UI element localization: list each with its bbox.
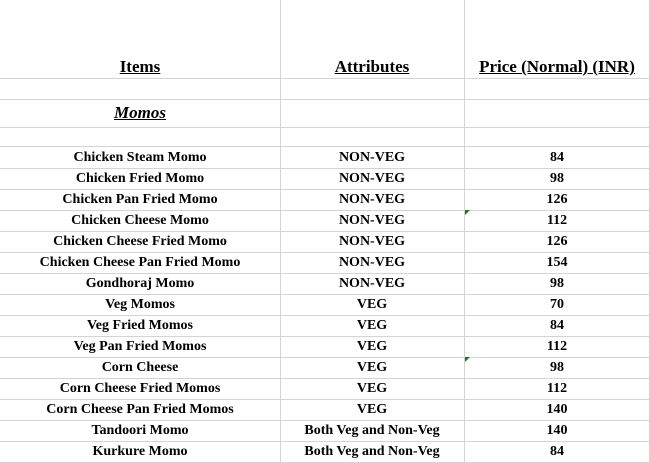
item-price-cell[interactable]: 98	[550, 170, 564, 186]
item-attribute-cell[interactable]: VEG	[356, 338, 388, 354]
item-price-cell[interactable]: 84	[550, 149, 564, 165]
item-name-cell[interactable]: Gondhoraj Momo	[85, 275, 195, 291]
item-price-cell[interactable]: 140	[546, 422, 568, 438]
item-name-cell[interactable]: Chicken Pan Fried Momo	[62, 191, 218, 207]
item-attribute-cell[interactable]: VEG	[356, 401, 388, 417]
item-name-cell[interactable]: Chicken Cheese Momo	[71, 212, 209, 228]
item-price-cell[interactable]: 112	[546, 212, 568, 228]
item-name-cell[interactable]: Corn Cheese Fried Momos	[59, 380, 221, 396]
item-price-cell[interactable]: 126	[546, 233, 568, 249]
row-divider	[0, 99, 650, 100]
comment-marker-icon	[465, 210, 470, 215]
item-name-cell[interactable]: Corn Cheese	[101, 359, 179, 375]
item-price-cell[interactable]: 112	[546, 338, 568, 354]
item-name-cell[interactable]: Chicken Cheese Pan Fried Momo	[39, 254, 241, 270]
item-price-cell[interactable]: 98	[550, 275, 564, 291]
row-divider	[0, 127, 650, 128]
item-attribute-cell[interactable]: VEG	[356, 359, 388, 375]
item-price-cell[interactable]: 112	[546, 380, 568, 396]
header-items[interactable]: Items	[119, 57, 161, 76]
item-attribute-cell[interactable]: NON-VEG	[338, 149, 406, 165]
header-price[interactable]: Price (Normal) (INR)	[479, 57, 635, 76]
item-price-cell[interactable]: 126	[546, 191, 568, 207]
item-name-cell[interactable]: Chicken Cheese Fried Momo	[53, 233, 227, 249]
item-attribute-cell[interactable]: NON-VEG	[338, 233, 406, 249]
item-name-cell[interactable]: Veg Momos	[105, 296, 175, 312]
item-attribute-cell[interactable]: Both Veg and Non-Veg	[304, 443, 440, 459]
item-price-cell[interactable]: 84	[550, 317, 564, 333]
item-name-cell[interactable]: Tandoori Momo	[91, 422, 189, 438]
item-price-cell[interactable]: 140	[546, 401, 568, 417]
item-attribute-cell[interactable]: VEG	[356, 317, 388, 333]
item-name-cell[interactable]: Veg Fried Momos	[86, 317, 194, 333]
item-price-cell[interactable]: 154	[546, 254, 568, 270]
row-divider	[0, 78, 650, 79]
item-price-cell[interactable]: 84	[550, 443, 564, 459]
comment-marker-icon	[465, 357, 470, 362]
item-name-cell[interactable]: Kurkure Momo	[92, 443, 188, 459]
item-attribute-cell[interactable]: NON-VEG	[338, 254, 406, 270]
item-attribute-cell[interactable]: NON-VEG	[338, 191, 406, 207]
section-title-momos[interactable]: Momos	[114, 103, 166, 122]
item-attribute-cell[interactable]: VEG	[356, 380, 388, 396]
item-attribute-cell[interactable]: VEG	[356, 296, 388, 312]
item-price-cell[interactable]: 98	[550, 359, 564, 375]
item-name-cell[interactable]: Corn Cheese Pan Fried Momos	[46, 401, 234, 417]
item-name-cell[interactable]: Chicken Fried Momo	[75, 170, 205, 186]
item-attribute-cell[interactable]: NON-VEG	[338, 170, 406, 186]
item-name-cell[interactable]: Veg Pan Fried Momos	[73, 338, 207, 354]
item-price-cell[interactable]: 70	[550, 296, 564, 312]
item-attribute-cell[interactable]: NON-VEG	[338, 275, 406, 291]
header-attributes[interactable]: Attributes	[334, 57, 410, 76]
item-name-cell[interactable]: Chicken Steam Momo	[73, 149, 207, 165]
item-attribute-cell[interactable]: NON-VEG	[338, 212, 406, 228]
item-attribute-cell[interactable]: Both Veg and Non-Veg	[304, 422, 440, 438]
